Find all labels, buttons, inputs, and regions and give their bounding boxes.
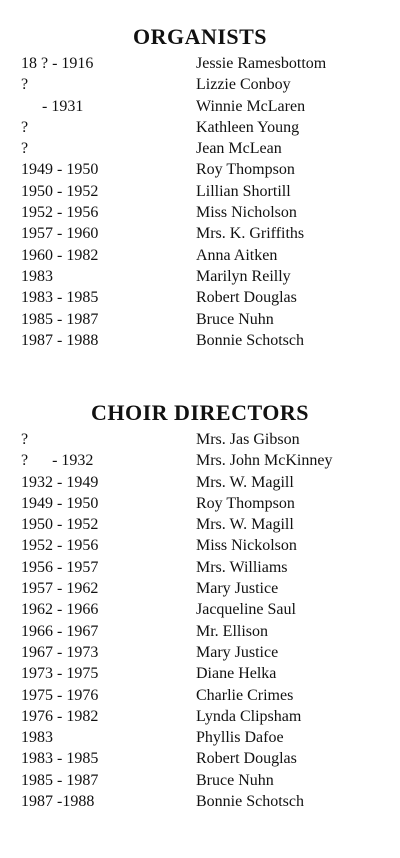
choir-director-row	[0, 514, 400, 535]
choir-director-years: 1976 - 1982	[21, 707, 99, 725]
organist-row	[0, 330, 400, 351]
organist-row	[0, 223, 400, 244]
organist-row	[0, 266, 400, 287]
choir-director-name: Charlie Crimes	[196, 686, 294, 704]
organist-row	[0, 117, 400, 138]
choir-director-years: 1962 - 1966	[21, 601, 99, 619]
organist-name: Winnie McLaren	[196, 97, 306, 115]
choir-director-name: Bruce Nuhn	[196, 771, 274, 789]
choir-director-years: 1987 -1988	[21, 793, 95, 811]
choir-director-name: Jacqueline Saul	[196, 601, 296, 619]
choir-director-years: ? - 1932	[21, 452, 94, 470]
choir-director-name: Miss Nickolson	[196, 537, 297, 555]
choir-director-years: 1956 - 1957	[21, 558, 99, 576]
choir-director-years: 1983	[21, 729, 53, 747]
choir-director-years: 1973 - 1975	[21, 665, 99, 683]
organist-row	[0, 96, 400, 117]
choir-director-row	[0, 791, 400, 812]
organist-years: 1987 - 1988	[21, 331, 99, 349]
organist-years: 18 ? - 1916	[21, 55, 94, 72]
organist-years: 1960 - 1982	[21, 246, 99, 264]
choir-director-name: Mary Justice	[196, 580, 279, 598]
choir-director-name: Mrs. W. Magill	[196, 473, 294, 491]
organist-name: Robert Douglas	[196, 289, 297, 307]
organist-years: ?	[21, 76, 29, 94]
choir-directors-heading: CHOIR DIRECTORS	[91, 400, 309, 425]
choir-director-years: 1932 - 1949	[21, 473, 99, 491]
organist-row	[0, 181, 400, 202]
choir-director-name: Mrs. Williams	[196, 558, 288, 576]
organist-row	[0, 74, 400, 95]
choir-director-years: 1952 - 1956	[21, 537, 99, 555]
organist-name: Jean McLean	[196, 140, 282, 158]
choir-director-name: Mrs. W. Magill	[196, 516, 294, 534]
choir-director-years: 1950 - 1952	[21, 516, 99, 534]
choir-director-row	[0, 727, 400, 748]
organist-name: Bonnie Schotsch	[196, 331, 304, 349]
choir-director-years: 1983 - 1985	[21, 750, 99, 768]
organist-name: Anna Aitken	[196, 246, 278, 264]
organist-years: ?	[21, 118, 29, 136]
organist-name: Lizzie Conboy	[196, 76, 291, 94]
organist-name: Kathleen Young	[196, 118, 300, 136]
choir-director-name: Mrs. John McKinney	[196, 452, 333, 470]
organist-name: Roy Thompson	[196, 161, 295, 179]
organist-row	[0, 309, 400, 330]
choir-director-name: Roy Thompson	[196, 494, 295, 512]
organist-name: Bruce Nuhn	[196, 310, 274, 328]
choir-director-name: Diane Helka	[196, 665, 277, 683]
organist-years: 1983	[21, 267, 53, 285]
choir-director-name: Lynda Clipsham	[196, 707, 302, 725]
choir-director-name: Bonnie Schotsch	[196, 793, 304, 811]
choir-director-years: 1967 - 1973	[21, 643, 99, 661]
choir-director-row	[0, 599, 400, 620]
choir-director-name: Robert Douglas	[196, 750, 297, 768]
organist-years: 1949 - 1950	[21, 161, 99, 179]
organist-years: - 1931	[42, 97, 84, 115]
organists-heading: ORGANISTS	[132, 24, 268, 49]
choir-director-row	[0, 621, 400, 642]
choir-director-row	[0, 429, 400, 450]
choir-director-name: Phyllis Dafoe	[196, 729, 284, 747]
organist-name: Miss Nicholson	[196, 204, 297, 222]
organist-name: Jessie Ramesbottom	[196, 55, 327, 72]
organist-row	[0, 53, 400, 74]
organist-row	[0, 159, 400, 180]
choir-director-row	[0, 472, 400, 493]
organist-row	[0, 245, 400, 266]
organist-years: 1985 - 1987	[21, 310, 99, 328]
organist-name: Marilyn Reilly	[196, 267, 291, 285]
choir-directors-list	[0, 429, 400, 812]
choir-director-years: 1966 - 1967	[21, 622, 99, 640]
organist-row	[0, 287, 400, 308]
organists-list	[0, 53, 400, 351]
choir-director-row	[0, 535, 400, 556]
choir-director-row	[0, 706, 400, 727]
choir-director-years: 1957 - 1962	[21, 580, 99, 598]
organist-name: Mrs. K. Griffiths	[196, 225, 305, 243]
choir-director-years: ?	[21, 431, 29, 448]
choir-director-row	[0, 493, 400, 514]
organist-row	[0, 202, 400, 223]
choir-director-row	[0, 557, 400, 578]
choir-director-row	[0, 770, 400, 791]
choir-director-row	[0, 642, 400, 663]
choir-director-name: Mary Justice	[196, 643, 279, 661]
choir-director-name: Mr. Ellison	[196, 622, 269, 640]
choir-director-years: 1975 - 1976	[21, 686, 99, 704]
organist-row	[0, 138, 400, 159]
choir-director-row	[0, 748, 400, 769]
organist-years: ?	[21, 140, 29, 158]
choir-director-row	[0, 450, 400, 471]
organist-years: 1952 - 1956	[21, 204, 99, 222]
choir-director-row	[0, 685, 400, 706]
choir-director-years: 1985 - 1987	[21, 771, 99, 789]
organist-years: 1950 - 1952	[21, 182, 99, 200]
choir-director-years: 1949 - 1950	[21, 494, 99, 512]
organist-years: 1983 - 1985	[21, 289, 99, 307]
choir-director-row	[0, 578, 400, 599]
organist-years: 1957 - 1960	[21, 225, 99, 243]
choir-director-row	[0, 663, 400, 684]
organist-name: Lillian Shortill	[196, 182, 291, 200]
choir-director-name: Mrs. Jas Gibson	[196, 431, 300, 448]
